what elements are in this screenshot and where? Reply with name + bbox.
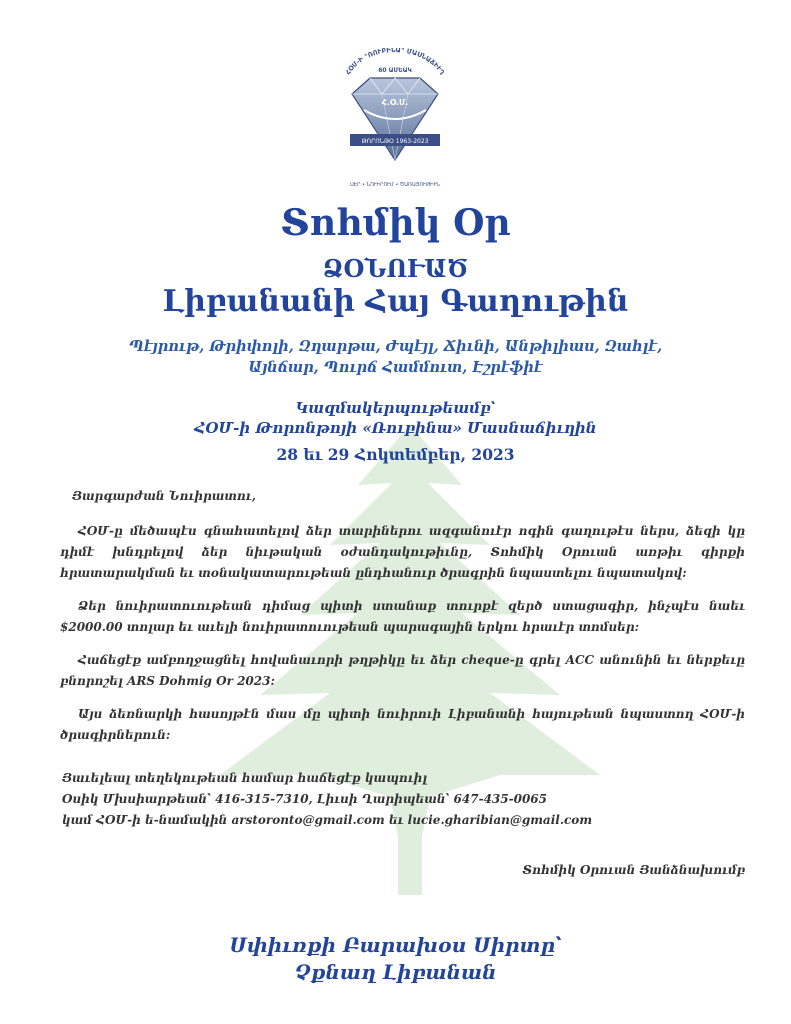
logo-ring-text: ՀՕՄ-Ի "ՌՈՒԲԻՆԱ" ՄԱՍՆԱՃԻՒՂ [343, 48, 447, 77]
closing-slogan [0, 932, 791, 986]
logo-motto: ՍԷՐ • ՆՈՒԻՐՈՒՄ • ԾԱՌԱՅՈՒԹԻՒՆ [350, 182, 440, 188]
letter-paragraph: Ձեր նուիրատուութեան դիմաց պիտի ստանաք տուրքէ զերծ ստացագիր, ինչպէս նաեւ $2000.00 տոլար եւ աւելի նուիրատուութեան պարագային երկու հրաւէր տոմսեր: [60, 599, 745, 634]
cities-line-2: Այնճար, Պուրճ Համմուտ, Էշրէֆիէ [248, 359, 543, 376]
page-subtitle: ՁՕՆՈՒԱԾ [322, 254, 469, 283]
logo-monogram: Հ.Օ.Մ. [381, 98, 409, 107]
contact-line: կամ ՀՕՄ-ի ե-նամակին arstoronto@gmail.com եւ lucie.gharibian@gmail.com [62, 813, 593, 827]
organization-logo [330, 48, 460, 190]
organizer-name: ՀՕՄ-ի Թորոնթոյի «Ռուբինա» Մասնաճիւղին [194, 419, 597, 437]
slogan-line-2: Չքնաղ Լիբանան [294, 960, 497, 984]
committee-signature: Տոհմիկ Օրուան Յանձնախումբ [522, 863, 745, 877]
contact-line: Օսիկ Մխսիարթեան՝ 416-315-7310, Լիւսի Ղարիպեան՝ 647-435-0065 [62, 792, 548, 806]
cities-list [120, 336, 671, 378]
page-title: Տոհմիկ Օր [280, 202, 511, 244]
logo-banner: ԹՈՐՈՆԹՕ 1963-2023 [361, 138, 429, 145]
letter-paragraph: ՀՕՄ-ը մեծապէս գնահատելով ձեր տարիներու ազգանուէր ոգին գաղութէս ներս, ձեզի կը դիմէ խնդրելով ձեր նիւթական օժանդակութիւնը, Տոհմիկ Օրուան առթիւ գիրքի հրատարակման եւ տօնակատարութեան ընդհանուր ծրագրին նպաստելու նպատակով: [60, 524, 745, 580]
cities-line-1: Պէյրութ, Թրիփոլի, Զղարթա, Ժպէյլ, Ճիւնի, Անթիլիաս, Զահլէ, [128, 338, 663, 355]
letter-greeting: Յարգարժան Նուիրատու, [72, 489, 256, 503]
community-heading: Լիբանանի Հայ Գաղութին [162, 284, 629, 319]
contact-line: Յաւելեալ տեղեկութեան համար հաճեցէք կապուիլ [62, 771, 428, 785]
contact-info [60, 768, 745, 831]
slogan-line-1: Սփիւռքի Բարախօս Սիրտը՝ [229, 933, 562, 957]
organizer-block [0, 398, 791, 438]
logo-anniversary: 60 ԱՄԵԱԿ [378, 67, 412, 74]
organized-by-label: Կազմակերպութեամբ՝ [295, 399, 496, 417]
letter-paragraph: Հաճեցէք ամբողջացնել հովանաւորի թղթիկը եւ ձեր cheque-ը գրել ACC անունին եւ ներքեւը բնորոշել ARS Dohmig Or 2023: [60, 653, 745, 688]
event-date: 28 եւ 29 Հոկտեմբեր, 2023 [276, 445, 515, 464]
letter-paragraph: Այս ձեռնարկի հասոյթէն մաս մը պիտի նուիրուի Լիբանանի հայութեան նպաստող ՀՕՄ-ի ծրագիրներուն: [60, 707, 745, 742]
letter-body [60, 486, 745, 831]
